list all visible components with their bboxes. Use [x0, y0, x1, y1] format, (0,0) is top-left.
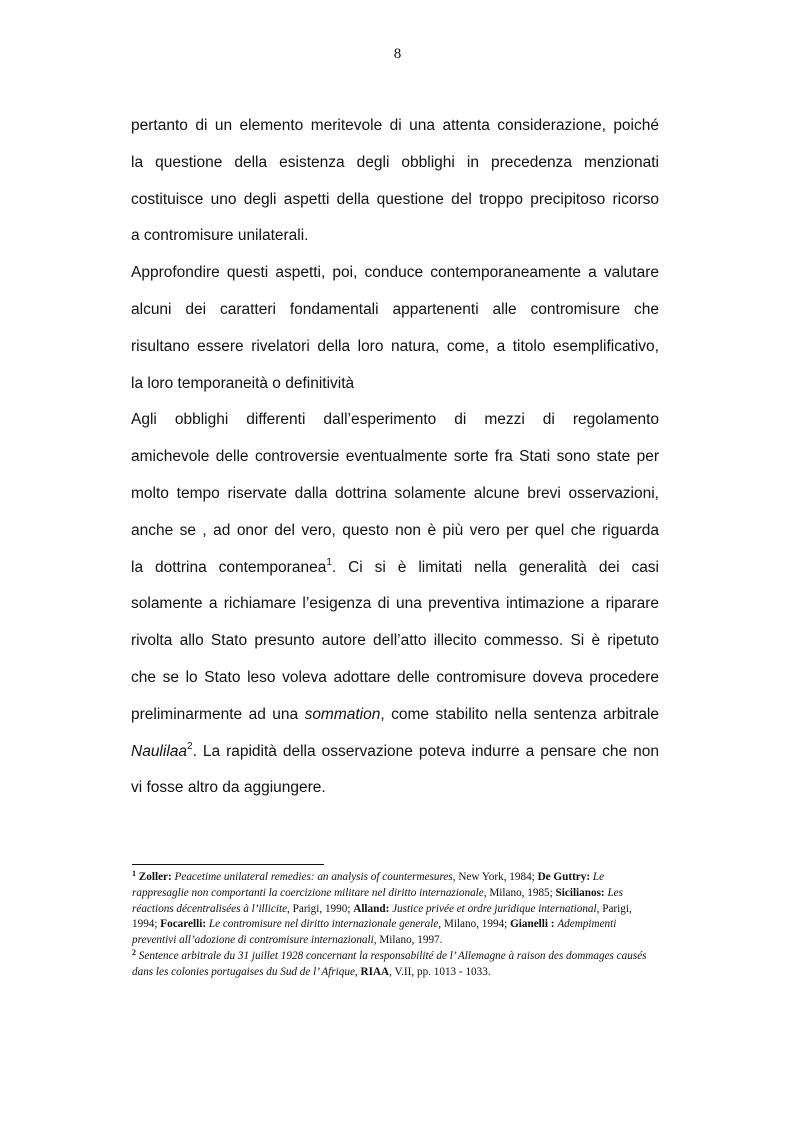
text-line: anche se , ad onor del vero, questo non è più vero per quel che riguarda — [131, 521, 659, 539]
text-segment: . La rapidità della osservazione poteva indurre a pensare che non — [192, 742, 659, 760]
footnote-segment: , Parigi, 1994; — [132, 902, 632, 931]
footnote-segment: Gianelli : — [510, 918, 558, 931]
text-line: vi fosse altro da aggiungere. — [131, 779, 326, 797]
text-line: solamente a richiamare l’esigenza di una preventiva intimazione a riparare — [131, 595, 659, 613]
footnote-ref-1[interactable]: 1 — [326, 556, 332, 568]
text-line: la questione della esistenza degli obblighi in precedenza menzionati — [131, 153, 659, 171]
footnote-marker: 2 — [132, 947, 136, 957]
text-line: Approfondire questi aspetti, poi, conduce contemporaneamente a valutare — [131, 264, 659, 282]
text-line: Agli obblighi differenti dall’esperimento di mezzi di regolamento — [131, 411, 659, 429]
footnote-segment: Adempimenti preventivi all’adozione di contromisure internazionali — [132, 918, 617, 947]
footnote-marker: 1 — [132, 869, 136, 878]
text-segment: . Ci si è limitati nella generalità dei casi — [331, 558, 660, 576]
text-segment: preliminarmente ad una — [131, 705, 305, 723]
page-number: 8 — [393, 46, 402, 62]
footnote-segment: Zoller: — [138, 871, 175, 883]
paragraph-1 — [131, 108, 659, 255]
footnote-divider — [132, 864, 324, 865]
text-line — [131, 734, 659, 771]
footnote-segment: Le contromisure nel diritto internazionale generale — [208, 918, 439, 931]
text-segment: la dottrina contemporanea — [131, 558, 327, 576]
footnote-segment: Alland: — [353, 902, 393, 915]
text-line: amichevole delle controversie eventualmente sorte fra Stati sono state per — [131, 448, 659, 466]
text-line: costituisce uno degli aspetti della questione del troppo precipitoso ricorso — [131, 190, 659, 208]
italic-term: Naulilaa — [131, 742, 188, 760]
footnote-2-text — [132, 947, 647, 978]
footnote-segment: De Guttry: — [537, 871, 593, 883]
footnote-segment: Focarelli: — [160, 918, 209, 931]
text-line: pertanto di un elemento meritevole di una attenta considerazione, poiché — [131, 117, 659, 134]
footnote-segment: , Milano, 1997. — [373, 934, 443, 947]
footnote-segment: Sicilianos: — [555, 886, 608, 899]
text-line — [131, 697, 659, 734]
text-segment: , come stabilito nella sentenza arbitrale — [380, 705, 659, 723]
footnote-segment: Justice privée et ordre juridique international — [392, 902, 597, 915]
footnote-segment: , Parigi, 1990; — [287, 902, 354, 915]
footnotes — [132, 870, 658, 981]
footnote-segment: Sentence arbitrale du 31 juillet 1928 concernant la responsabilité de l’ Allemagne à raison des dommages causés dans les colonies portugaises du Sud de l’ Afrique — [132, 949, 647, 978]
footnote-segment: , New York, 1984; — [452, 871, 538, 883]
text-line: molto tempo riservate dalla dottrina solamente alcune brevi osservazioni, — [131, 484, 659, 502]
footnote-2 — [132, 949, 658, 981]
footnote-segment: , Milano, 1985; — [483, 886, 556, 899]
footnote-segment: , Milano, 1994; — [438, 918, 511, 931]
paragraph-2 — [131, 255, 659, 402]
footnote-segment: Le rappresaglie non comportanti la coercizione militare nel diritto internazionale — [132, 871, 605, 899]
footnote-segment: RIAA — [360, 965, 390, 978]
text-line — [131, 550, 659, 587]
text-line: rivolta allo Stato presunto autore dell’atto illecito commesso. Si è ripetuto — [131, 632, 659, 650]
footnote-segment: Les réactions décentralisées à l’illicite — [132, 886, 623, 915]
text-line: alcuni dei caratteri fondamentali appartenenti alle contromisure che — [131, 300, 659, 318]
footnote-segment: , V.II, pp. 1013 - 1033. — [389, 965, 491, 978]
footnote-1-text — [132, 871, 632, 946]
footnote-ref-2[interactable]: 2 — [187, 740, 193, 752]
italic-term: sommation — [304, 705, 381, 723]
footnote-1 — [132, 870, 658, 949]
paragraph-3 — [131, 402, 659, 807]
text-line: che se lo Stato leso voleva adottare delle contromisure doveva procedere — [131, 668, 659, 686]
text-line: a contromisure unilaterali. — [131, 227, 309, 245]
body-text — [131, 108, 659, 807]
footnote-segment: , — [354, 965, 361, 978]
text-line: la loro temporaneità o definitività — [131, 374, 355, 392]
text-line: risultano essere rivelatori della loro natura, come, a titolo esemplificativo, — [131, 337, 659, 355]
footnote-segment: Peacetime unilateral remedies: an analysis of countermesures — [174, 871, 453, 883]
